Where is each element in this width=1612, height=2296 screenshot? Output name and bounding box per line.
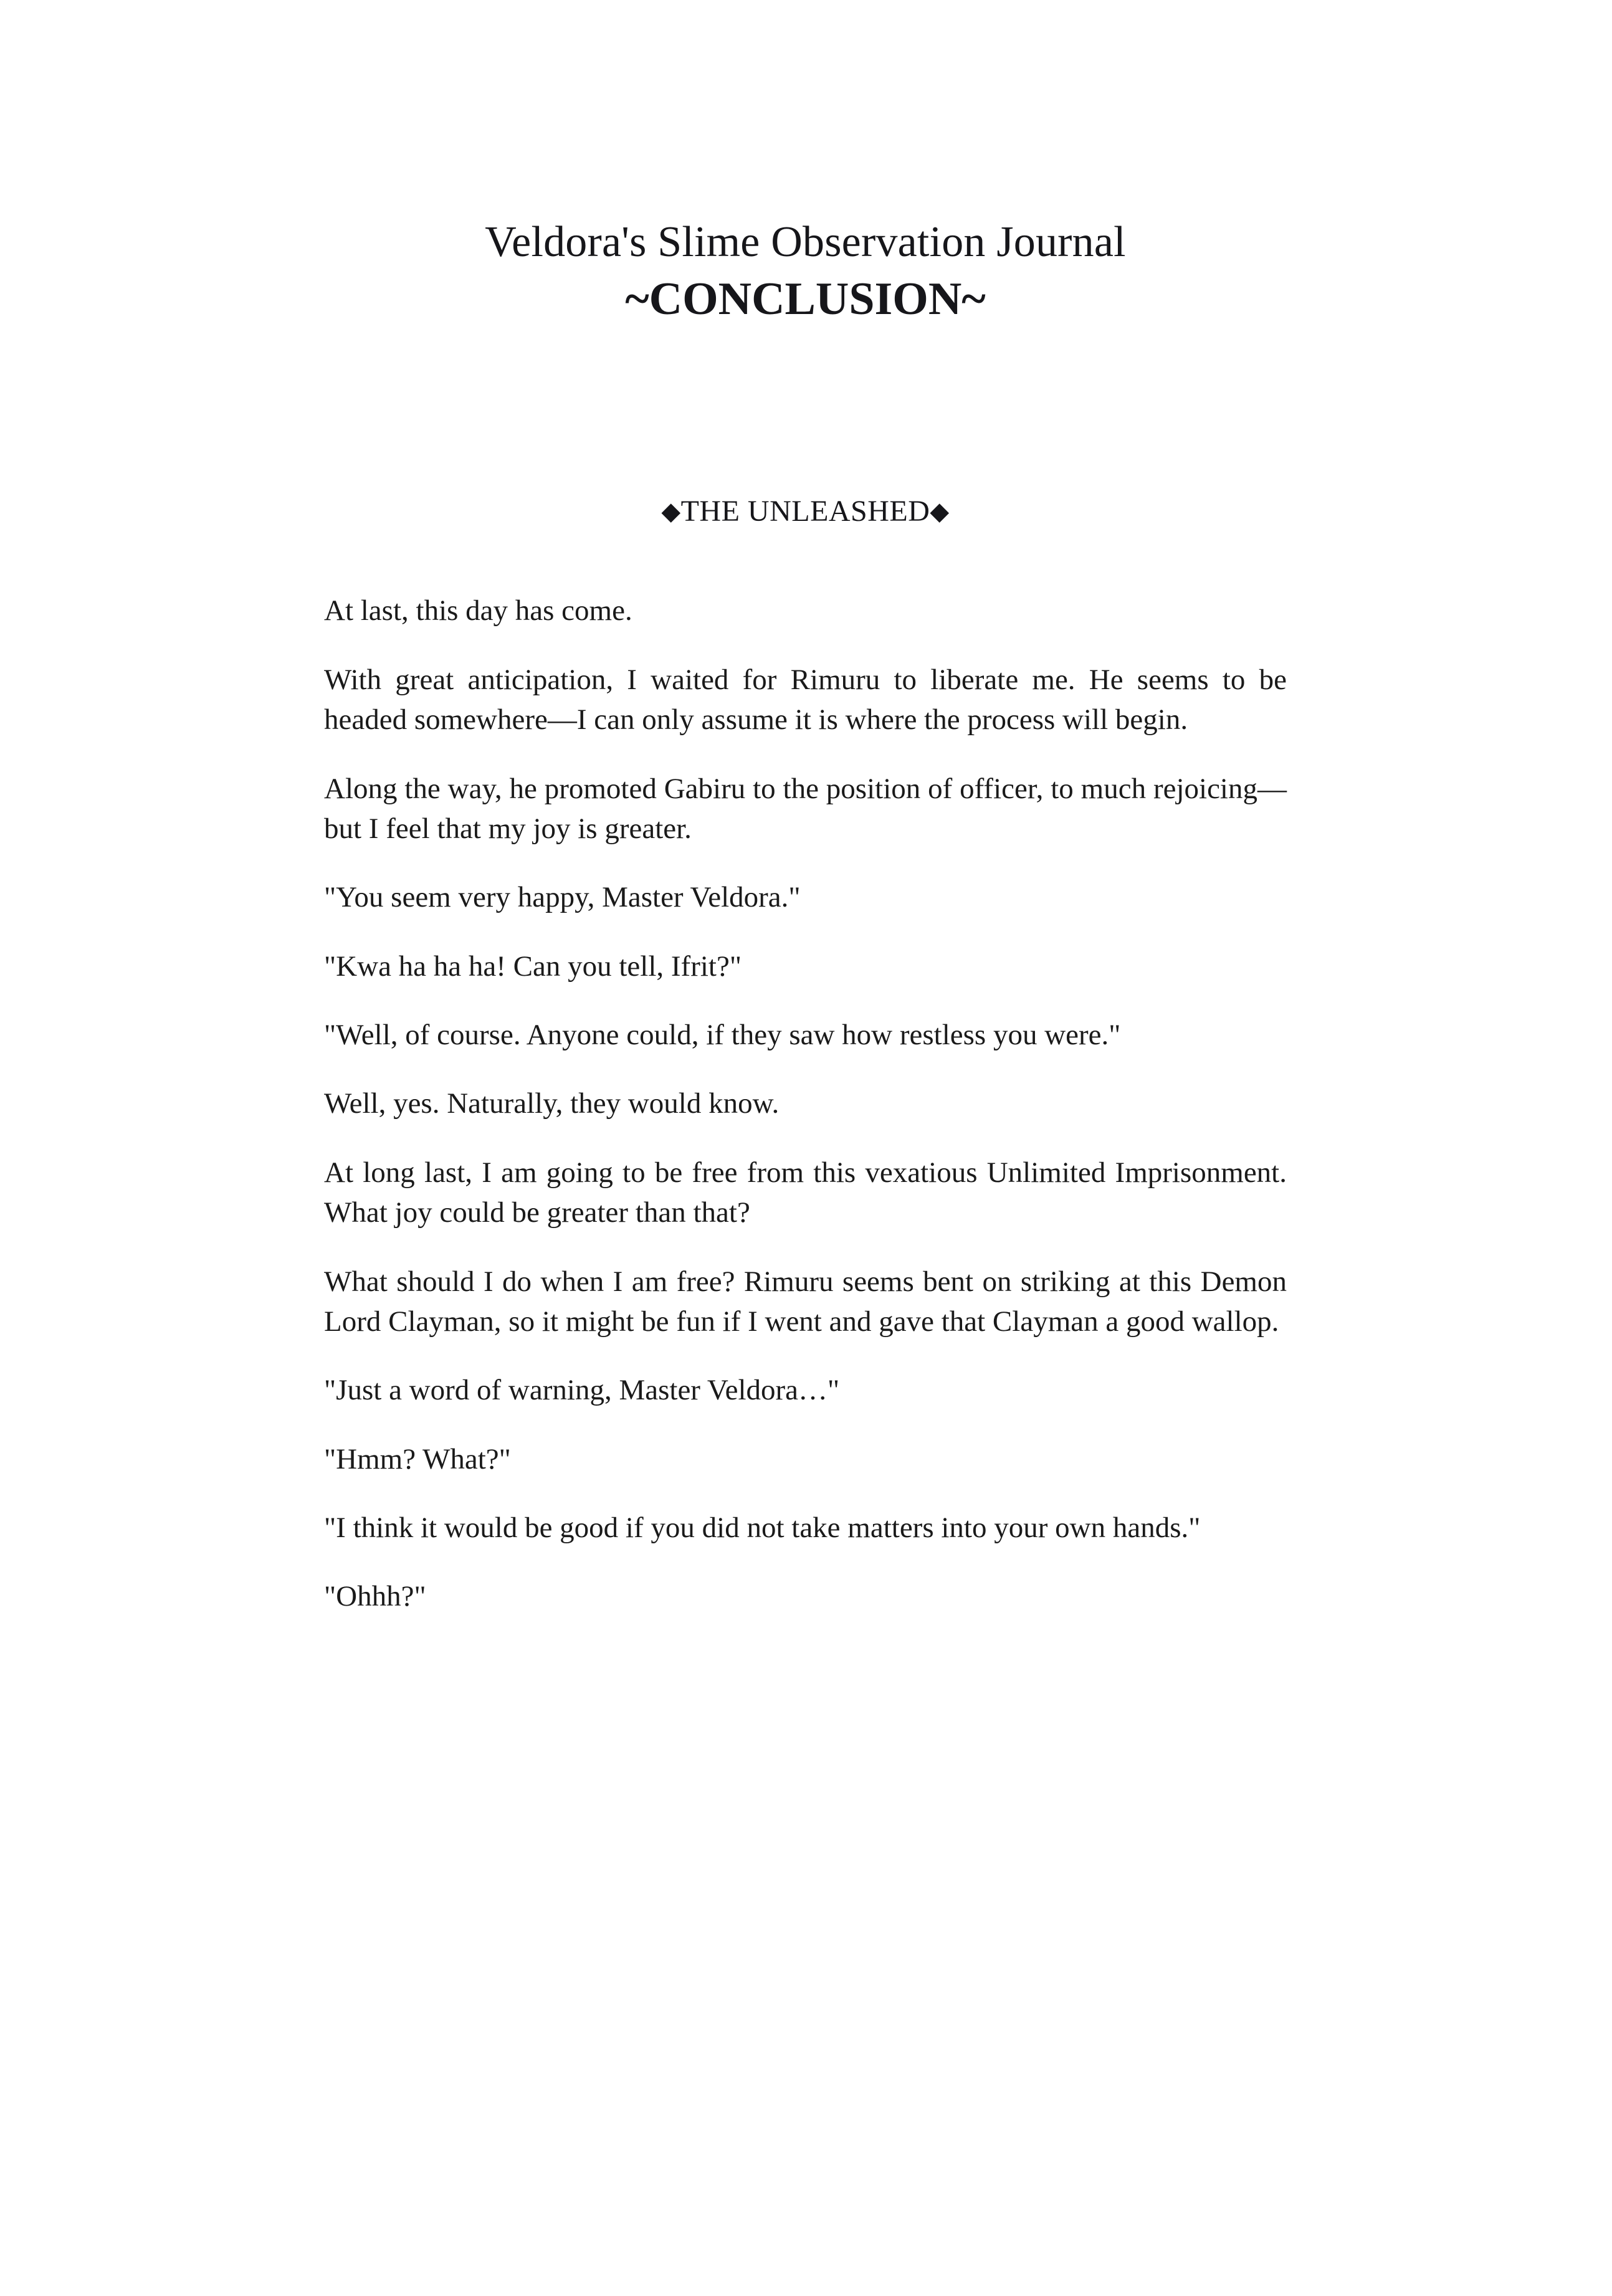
- diamond-left-icon: ◆: [661, 497, 681, 526]
- paragraph: With great anticipation, I waited for Rimuru to liberate me. He seems to be headed somewhere—I can only assume it is where the process will begin.: [324, 663, 1287, 736]
- paragraph: "Well, of course. Anyone could, if they saw how restless you were.": [324, 1019, 1121, 1052]
- document-subtitle: ~CONCLUSION~: [625, 274, 986, 325]
- paragraph: "Ohhh?": [324, 1580, 426, 1613]
- section-heading-label: THE UNLEASHED: [680, 495, 930, 528]
- paragraph: Along the way, he promoted Gabiru to the position of officer, to much rejoicing—but I feel that my joy is greater.: [324, 772, 1287, 845]
- page-content: [324, 0, 1287, 1617]
- document-title: Veldora's Slime Observation Journal: [485, 218, 1126, 266]
- section-heading: [324, 494, 1287, 528]
- paragraph: What should I do when I am free? Rimuru seems bent on striking at this Demon Lord Clayman, so it might be fun if I went and gave that Clayman a good wallop.: [324, 1265, 1287, 1338]
- paragraph: "Kwa ha ha ha! Can you tell, Ifrit?": [324, 950, 742, 983]
- paragraph: "You seem very happy, Master Veldora.": [324, 881, 801, 914]
- paragraph: "I think it would be good if you did not take matters into your own hands.": [324, 1512, 1201, 1545]
- body-text: [324, 591, 1287, 1616]
- paragraph: "Hmm? What?": [324, 1442, 511, 1475]
- diamond-right-icon: ◆: [930, 497, 950, 526]
- paragraph: "Just a word of warning, Master Veldora…": [324, 1374, 840, 1407]
- paragraph: Well, yes. Naturally, they would know.: [324, 1087, 780, 1120]
- paragraph: At long last, I am going to be free from this vexatious Unlimited Imprisonment. What joy could be greater than that?: [324, 1156, 1287, 1229]
- title-block: [324, 218, 1287, 326]
- paragraph: At last, this day has come.: [324, 594, 632, 627]
